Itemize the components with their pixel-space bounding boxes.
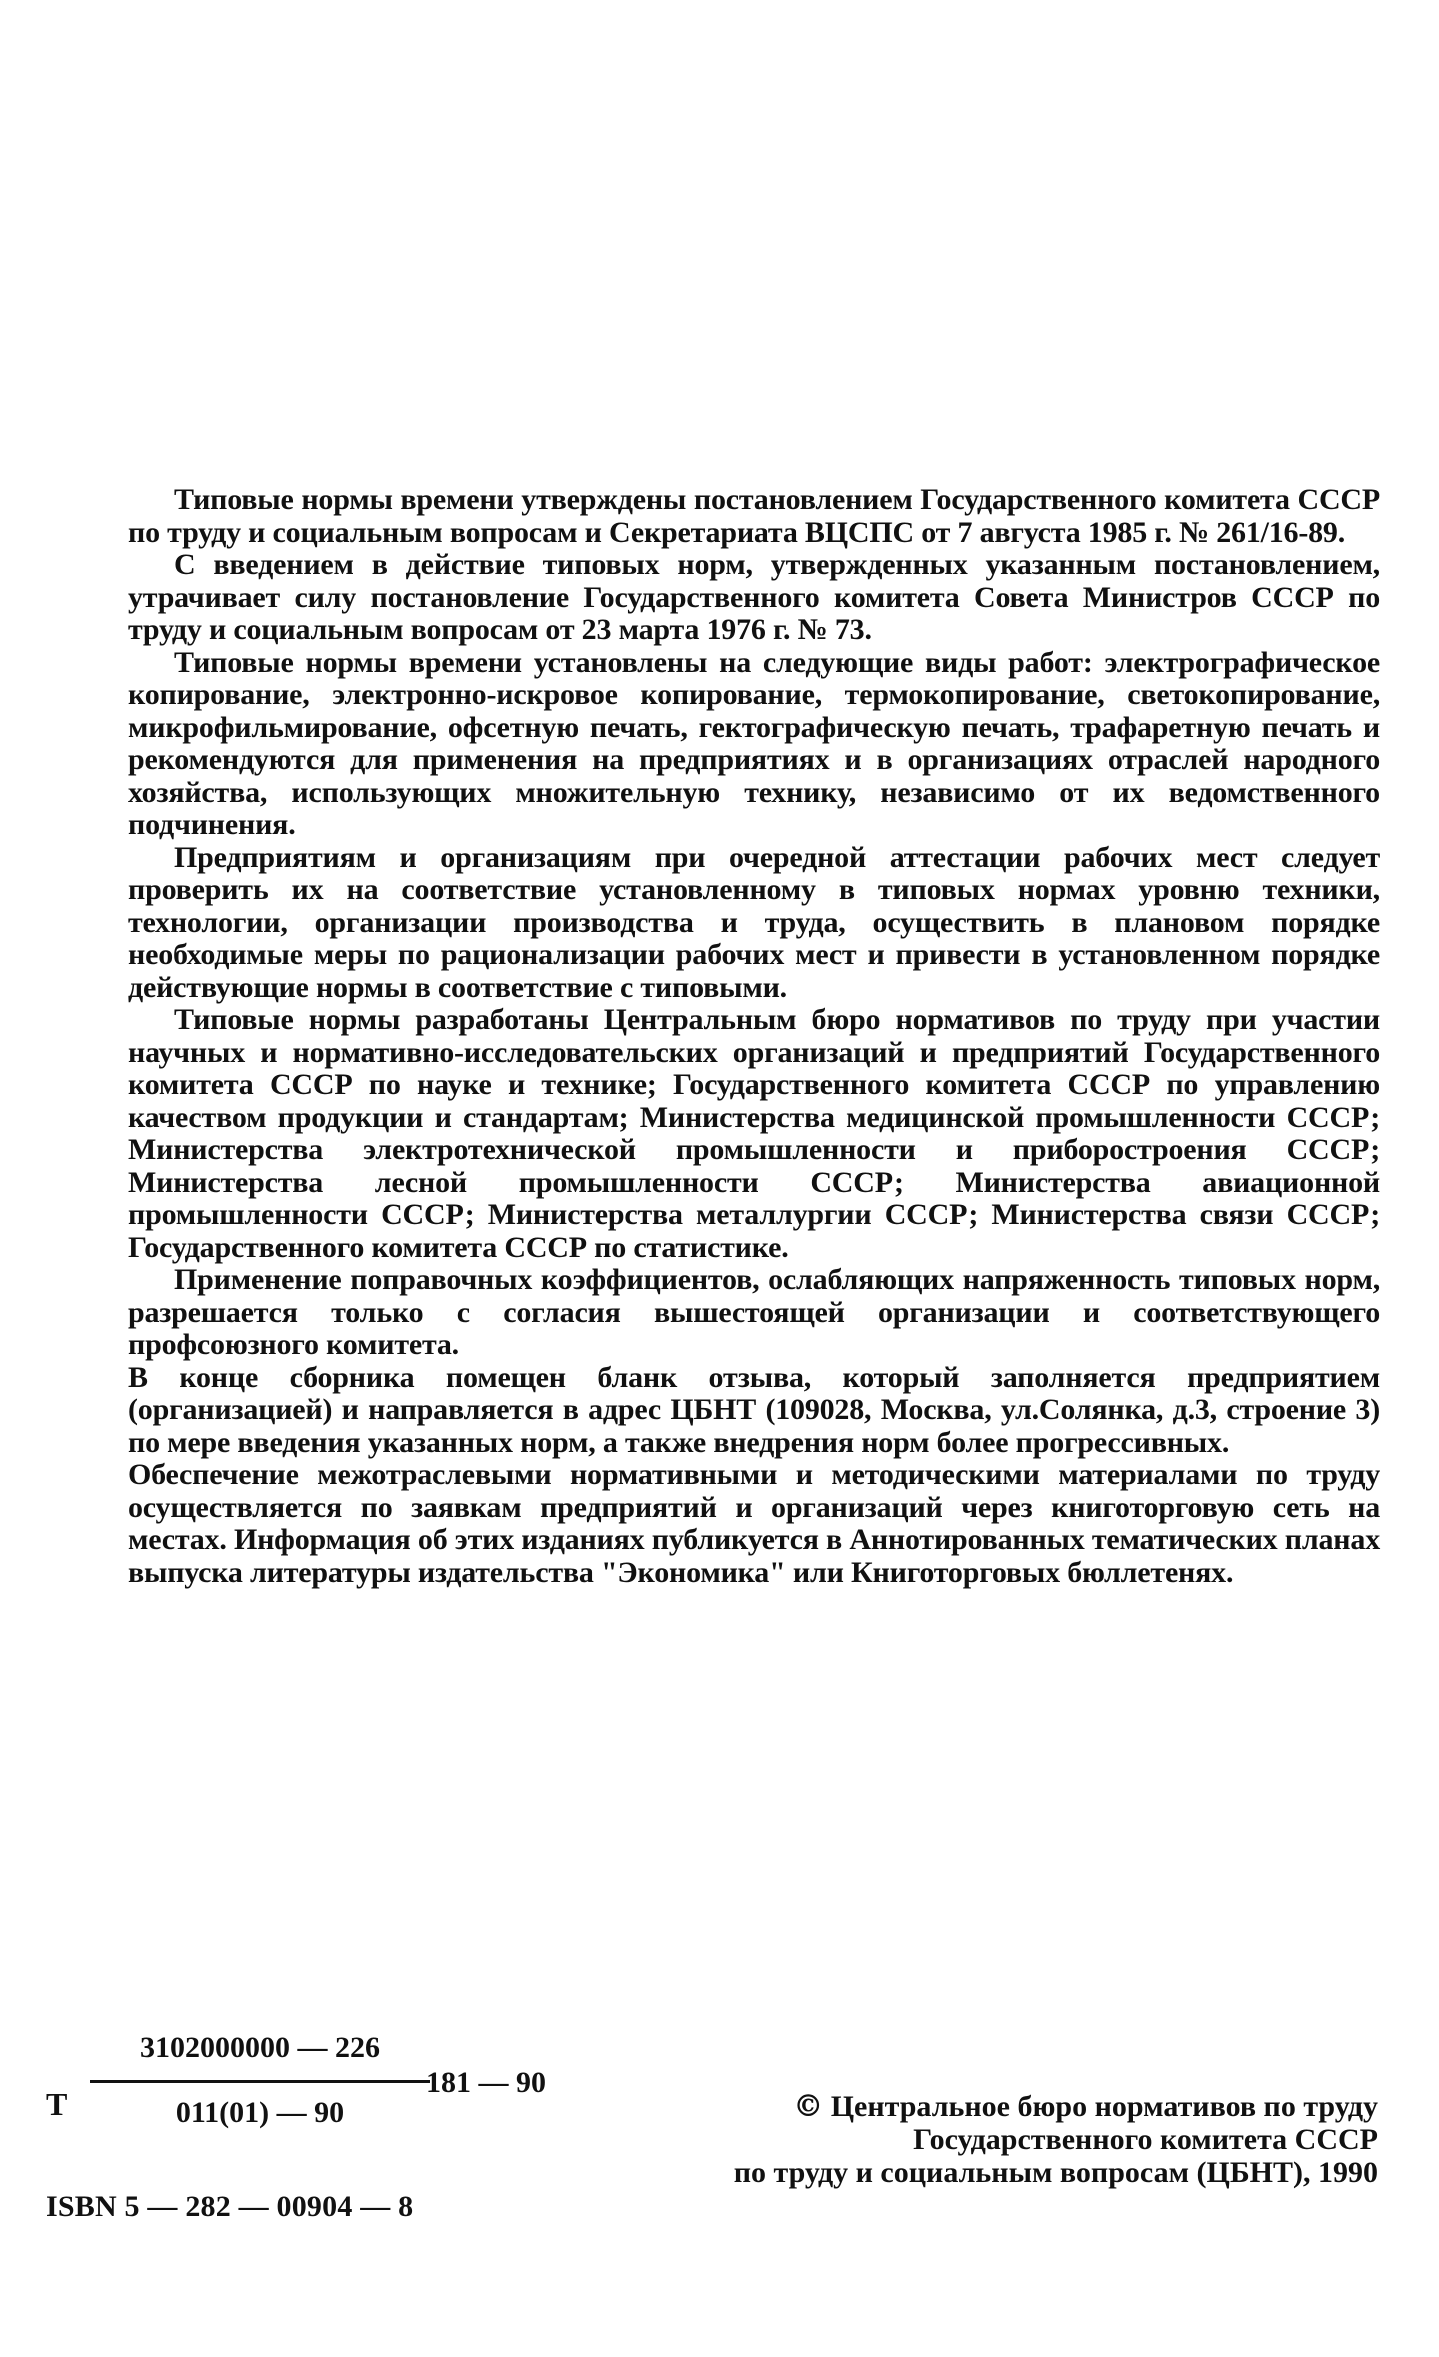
copyright-line-1 <box>600 2090 1378 2123</box>
paragraph-feedback-form: В конце сборника помещен бланк отзыва, который заполняется предприятием (организацией) и направляется в адрес ЦБНТ (109028, Москва, ул.Солянка, д.3, строение 3) по мере введения указанных норм, а также внедрения норм более прогрессивных. <box>128 1360 1380 1459</box>
copyright-holder: Центральное бюро нормативов по труду <box>830 2090 1378 2123</box>
fraction-bar <box>90 2080 430 2083</box>
copyright-line-2: Государственного комитета СССР <box>913 2123 1378 2156</box>
paragraph-developers: Типовые нормы разработаны Центральным бюро нормативов по труду при участии научных и нормативно-исследовательских организаций и предприятий Государственного комитета СССР по науке и технике; Государственного комитета СССР по управлению качеством продукции и стандартам; Министерства медицинской промышленности СССР; Министерства электротехнической промышленности и приборостроения СССР; Министерства лесной промышленности СССР; Министерства авиационной промышленности СССР; Министерства металлургии СССР; Министерства связи СССР; Государственного комитета СССР по статистике. <box>128 1003 1380 1264</box>
paragraph-coefficients: Применение поправочных коэффициентов, ослабляющих напряженность типовых норм, разрешается только с согласия вышестоящей организации и соответствующего профсоюзного комитета. <box>128 1263 1380 1361</box>
paragraph-approval: Типовые нормы времени утверждены постановлением Государственного комитета СССР по труду и социальным вопросам и Секретариата ВЦСПС от 7 августа 1985 г. № 261/16-89. <box>128 483 1380 549</box>
copyright-line-3: по труду и социальным вопросам (ЦБНТ), 1990 <box>733 2156 1378 2189</box>
imprint-denominator: 011(01) — 90 <box>175 2096 345 2129</box>
publication-imprint <box>46 2028 606 2248</box>
paragraph-supply: Обеспечение межотраслевыми нормативными и методическими материалами по труду осуществляется по заявкам предприятий и организаций через книготорговую сеть на местах. Информация об этих изданиях публикуется в Аннотированных тематических планах выпуска литературы издательства "Экономика" или Книготорговых бюллетенях. <box>128 1458 1380 1589</box>
imprint-fraction <box>90 2028 430 2133</box>
paragraph-repeal: С введением в действие типовых норм, утвержденных указанным постановлением, утрачивает силу постановление Государственного комитета Совета Министров СССР по труду и социальным вопросам от 23 марта 1976 г. № 73. <box>128 548 1380 646</box>
imprint-order-code: 181 — 90 <box>426 2066 546 2099</box>
imprint-numerator: 3102000000 — 226 <box>140 2031 380 2064</box>
copyright-notice <box>600 2090 1378 2189</box>
copyright-icon: © <box>793 2089 824 2124</box>
paragraph-certification: Предприятиям и организациям при очередной аттестации рабочих мест следует проверить их на соответствие установленному в типовых нормах уровню техники, технологии, организации производства и труда, осуществить в плановом порядке необходимые меры по рационализации рабочих мест и привести в установленном порядке действующие нормы в соответствие с типовыми. <box>128 840 1380 1004</box>
paragraph-scope: Типовые нормы времени установлены на следующие виды работ: электрографическое копирование, электронно-искровое копирование, термокопирование, светокопирование, микрофильмирование, офсетную печать, гектографическую печать, трафаретную печать и рекомендуются для применения на предприятиях и в организациях отраслей народного хозяйства, использующих множительную технику, независимо от их ведомственного подчинения. <box>128 645 1380 841</box>
isbn-number: ISBN 5 — 282 — 00904 — 8 <box>46 2190 414 2223</box>
imprint-prefix: Т <box>46 2086 68 2122</box>
body-text <box>128 484 1380 1589</box>
